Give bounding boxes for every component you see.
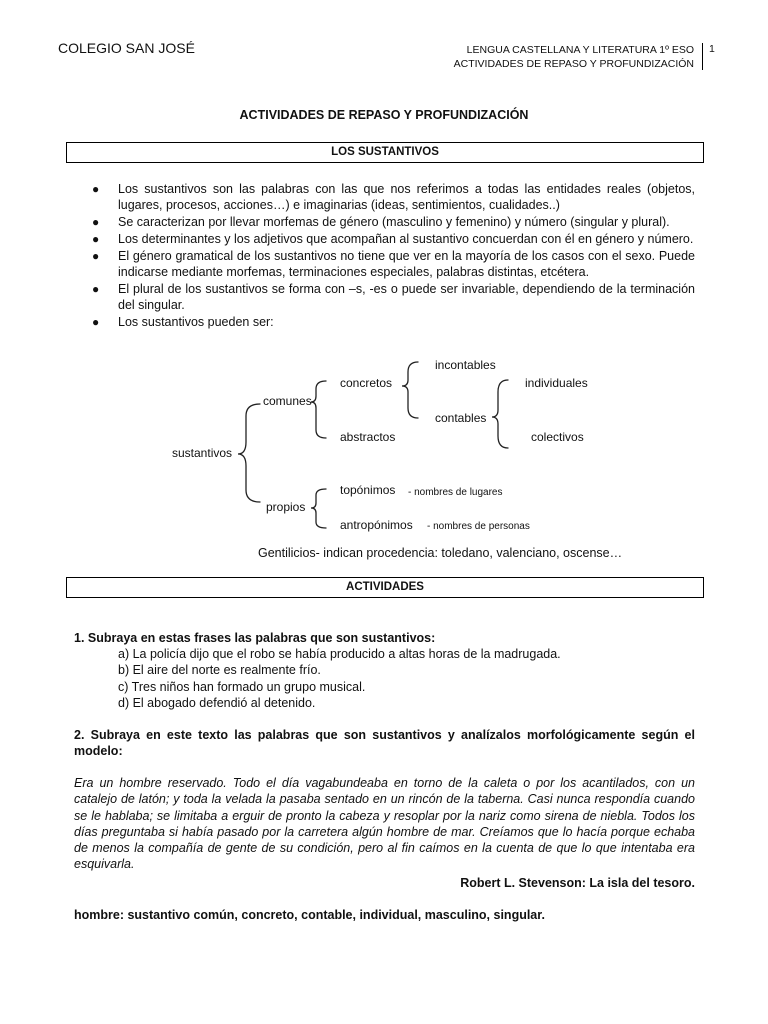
tree-toponimos: topónimos [340,483,396,497]
question-2-prompt: 2. Subraya en este texto las palabras que son sustantivos y analízalos morfológicamente según el modelo: [74,728,695,759]
tree-individuales: individuales [525,376,588,390]
list-item: b) El aire del norte es realmente frío. [118,663,321,678]
header-subject: LENGUA CASTELLANA Y LITERATURA 1º ESO [466,44,694,56]
tree-sustantivos: sustantivos [172,446,233,460]
bullet-icon: ● [92,248,100,263]
brace-propios [311,489,326,528]
section-heading-actividades: ACTIVIDADES [66,577,704,598]
brace-contables [492,380,508,448]
list-item: ● Los determinantes y los adjetivos que acompañan al sustantivo concuerdan con él en género y número. [92,231,694,246]
tree-colectivos: colectivos [531,430,584,444]
tree-propios: propios [266,500,306,514]
header-section: ACTIVIDADES DE REPASO Y PROFUNDIZACIÓN [453,58,694,70]
passage-source: Robert L. Stevenson: La isla del tesoro. [460,876,695,890]
tree-concretos: concretos [340,376,393,390]
list-item: d) El abogado defendió al detenido. [118,695,316,710]
page-title: ACTIVIDADES DE REPASO Y PROFUNDIZACIÓN [239,108,529,122]
section-heading-sustantivos: LOS SUSTANTIVOS [66,142,704,163]
school-name: COLEGIO SAN JOSÉ [58,40,195,56]
brace-concretos [402,362,418,418]
page-number: 1 [709,43,715,55]
reading-passage: Era un hombre reservado. Todo el día vagabundeaba en torno de la caleta o por los acantilados, con un catalejo de latón; y toda la velada la pasaba sentado en un rincón de la taberna. Casi nunca respondía cuando se le hablaba; se limitaba a erguir de pronto la cabeza y resoplar por la nariz como sirena de niebla. Todos los días preguntaba si había pasado por la carretera algún hombre de mar. Creíamos que lo hacía porque echaba de menos la compañía de gente de su condición, pero al fin caímos en la cuenta de que lo que intentaba era esquivarla. [74,776,695,872]
bullet-list [92,181,695,331]
tree-contables: contables [435,411,487,425]
list-item: ● Se caracterizan por llevar morfemas de género (masculino y femenino) y número (singular y plural). [92,215,670,230]
question-1-prompt: 1. Subraya en estas frases las palabras que son sustantivos: [74,631,436,645]
question-1-sentences [118,646,561,711]
tree-incontables: incontables [435,358,496,372]
list-item: ● El género gramatical de los sustantivos no tiene que ver en la mayoría de los casos con el sexo. Puede indicarse mediante morfemas, terminaciones especiales, palabras distintas, etcétera. [92,248,695,279]
tree-antroponimos-note: - nombres de personas [427,521,530,532]
list-item: a) La policía dijo que el robo se había producido a altas horas de la madrugada. [118,647,561,661]
bullet-icon: ● [92,231,100,246]
list-item: ● Los sustantivos pueden ser: [92,314,274,329]
tree-antroponimos: antropónimos [340,518,413,532]
bullet-icon: ● [92,182,100,196]
list-item: ● Los sustantivos son las palabras con las que nos referimos a todas las entidades reales (objetos, lugares, procesos, acciones…) e imaginarias (ideas, sentimientos, cualidades..) [92,182,695,213]
brace-comunes [311,381,326,438]
list-item: c) Tres niños han formado un grupo musical. [118,679,366,694]
brace-sustantivos [238,404,260,502]
list-item: ● El plural de los sustantivos se forma con –s, -es o puede ser invariable, dependiendo de la terminación del singular. [92,281,695,313]
bullet-icon: ● [92,215,100,230]
model-answer: hombre: sustantivo común, concreto, contable, individual, masculino, singular. [74,908,545,922]
bullet-icon: ● [92,314,100,329]
tree-comunes: comunes [263,394,312,408]
tree-abstractos: abstractos [340,430,396,444]
tree-toponimos-note: - nombres de lugares [408,487,503,498]
gentilicios-note: Gentilicios- indican procedencia: toledano, valenciano, oscense… [258,546,623,560]
header-divider [702,43,703,70]
bullet-icon: ● [92,281,100,296]
